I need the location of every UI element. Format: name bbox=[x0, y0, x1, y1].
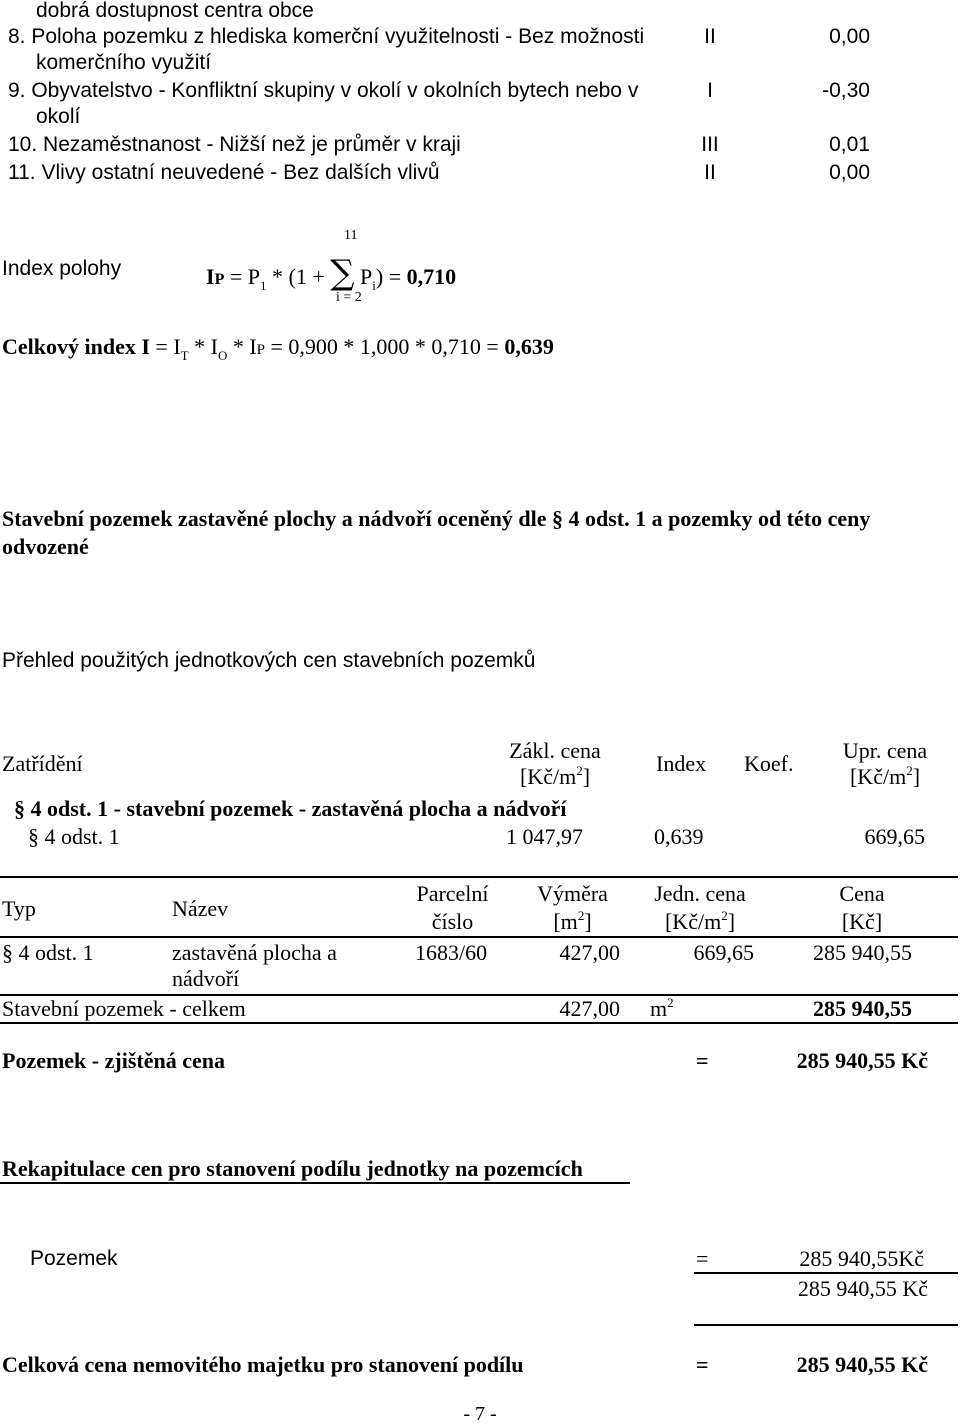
ci-mult2: * I bbox=[232, 334, 257, 359]
section-sign-icon: § bbox=[552, 506, 563, 531]
rekap-subtotal: 285 940,55 Kč bbox=[797, 1276, 928, 1301]
land-h-jed-2 bbox=[640, 909, 760, 938]
col-upr-line1: Upr. cena bbox=[842, 738, 928, 763]
stavebni-heading-b: 4 odst. 1 a pozemky od této ceny bbox=[568, 506, 871, 531]
col-upr-sup: 2 bbox=[906, 763, 913, 778]
prices-row-label bbox=[28, 824, 120, 850]
ci-o-sub: O bbox=[217, 348, 228, 363]
land-table-bottom-rule bbox=[0, 1022, 958, 1024]
factor-8-label: 8. Poloha pozemku z hlediska komerční využitelnosti - Bez možnosti bbox=[8, 25, 645, 48]
land-h-cena-1: Cena bbox=[839, 881, 885, 906]
col-upr-bracket: ] bbox=[912, 764, 921, 789]
col-zakl-line1: Zákl. cena bbox=[509, 738, 601, 763]
factor-9-value: -0,30 bbox=[822, 79, 870, 102]
prices-group-row bbox=[14, 796, 566, 822]
index-polohy-result: 0,710 bbox=[406, 264, 457, 289]
factor-11-level: II bbox=[704, 161, 716, 184]
land-h-vym-2 bbox=[515, 909, 630, 938]
rekapitulace-underline bbox=[0, 1182, 630, 1184]
section-sign-icon: § bbox=[14, 796, 25, 821]
rekap-subtotal-rule bbox=[694, 1324, 958, 1326]
rekap-total-eq: = bbox=[696, 1352, 709, 1377]
col-zatrideni: Zatřídění bbox=[2, 751, 83, 776]
rekap-item-rule bbox=[694, 1272, 958, 1274]
land-h-jed-unit: [Kč/m bbox=[664, 909, 722, 934]
pozemek-result-value: 285 940,55 Kč bbox=[796, 1048, 928, 1073]
rekap-total-value: 285 940,55 Kč bbox=[796, 1352, 928, 1377]
land-h-parc-1: Parcelní bbox=[416, 881, 489, 906]
land-row-cena: 285 940,55 bbox=[813, 940, 912, 965]
land-h-jed-bracket: ] bbox=[727, 909, 736, 934]
land-h-parc-2: číslo bbox=[431, 909, 474, 934]
index-polohy-label: Index polohy bbox=[2, 257, 122, 280]
formula-part2: * (1 + bbox=[272, 264, 325, 289]
land-total-cena: 285 940,55 bbox=[813, 996, 912, 1021]
index-polohy-formula bbox=[206, 253, 457, 293]
celkovy-index-formula bbox=[2, 334, 554, 363]
factor-8-value: 0,00 bbox=[829, 25, 870, 48]
prices-group-label: 4 odst. 1 - stavební pozemek - zastavěná plocha a nádvoří bbox=[30, 796, 567, 821]
ci-mult1: * I bbox=[194, 334, 218, 359]
land-row-vym: 427,00 bbox=[559, 940, 620, 965]
ip-sub: P bbox=[214, 271, 225, 288]
col-upr-unit: [Kč/m bbox=[849, 764, 907, 789]
col-zakl-line2 bbox=[480, 764, 630, 793]
prices-row-upr: 669,65 bbox=[864, 824, 925, 849]
land-total-unit-m: m bbox=[650, 996, 668, 1021]
pi-sub: i bbox=[372, 278, 376, 293]
ip-letter: I bbox=[206, 264, 215, 289]
land-total-vym: 427,00 bbox=[559, 996, 620, 1021]
ci-t-sub: T bbox=[180, 348, 189, 363]
col-koef: Koef. bbox=[744, 751, 794, 776]
sigma-symbol: ∑ bbox=[330, 253, 355, 293]
prices-row-zakl: 1 047,97 bbox=[506, 824, 583, 849]
stavebni-heading-line2: odvozené bbox=[2, 534, 89, 559]
rekap-item-eq: = bbox=[696, 1246, 709, 1271]
land-h-vym-sup: 2 bbox=[577, 908, 585, 923]
land-table-top-rule bbox=[0, 876, 958, 878]
factor-10-label: 10. Nezaměstnanost - Nižší než je průměr v kraji bbox=[8, 133, 461, 156]
col-index: Index bbox=[656, 751, 707, 776]
page-number: - 7 - bbox=[463, 1403, 497, 1425]
land-row-nazev-2: nádvoří bbox=[172, 966, 240, 991]
land-h-typ: Typ bbox=[2, 896, 36, 921]
pozemek-result-eq: = bbox=[696, 1048, 709, 1073]
factor-9-label: 9. Obyvatelstvo - Konfliktní skupiny v okolí v okolních bytech nebo v bbox=[8, 79, 639, 102]
factor-10-level: III bbox=[701, 133, 719, 156]
factor-9-level: I bbox=[707, 79, 713, 102]
land-row-typ bbox=[2, 940, 94, 966]
formula-part4: ) = bbox=[375, 264, 402, 289]
land-row-typ-label: 4 odst. 1 bbox=[18, 940, 94, 965]
land-row-nazev-1: zastavěná plocha a bbox=[172, 940, 337, 965]
col-zakl-bracket: ] bbox=[582, 764, 591, 789]
rekapitulace-title: Rekapitulace cen pro stanovení podílu jednotky na pozemcích bbox=[2, 1156, 583, 1181]
land-total-label: Stavební pozemek - celkem bbox=[2, 996, 246, 1021]
ci-formula: = 0,900 * 1,000 * 0,710 = bbox=[270, 334, 499, 359]
sum-lower-limit: i = 2 bbox=[336, 290, 362, 305]
prices-row-index: 0,639 bbox=[654, 824, 704, 849]
rekap-item-label: Pozemek bbox=[30, 1247, 118, 1270]
ci-eq1: = I bbox=[155, 334, 181, 359]
sum-upper-limit: 11 bbox=[344, 228, 358, 243]
prehled-title: Přehled použitých jednotkových cen stavebních pozemků bbox=[2, 649, 536, 672]
factor-8-level: II bbox=[704, 25, 716, 48]
land-h-jed-1: Jedn. cena bbox=[654, 881, 746, 906]
factor-7-tail: dobrá dostupnost centra obce bbox=[36, 0, 314, 22]
col-upr-line2 bbox=[820, 764, 950, 793]
factor-8-label-cont: komerčního využití bbox=[36, 51, 212, 74]
factor-9-label-cont: okolí bbox=[36, 105, 81, 128]
land-total-unit-sup: 2 bbox=[667, 995, 674, 1010]
pozemek-result-label: Pozemek - zjištěná cena bbox=[2, 1048, 225, 1073]
stavebni-heading-line1 bbox=[2, 506, 870, 532]
ci-p-sub: P bbox=[256, 342, 265, 358]
prices-row-typ: 4 odst. 1 bbox=[44, 824, 120, 849]
celkovy-index-result: 0,639 bbox=[504, 334, 554, 359]
land-h-vym-bracket: ] bbox=[584, 909, 592, 934]
celkovy-index-label: Celkový index I bbox=[2, 334, 150, 359]
land-h-vym-unit: [m bbox=[553, 909, 578, 934]
formula-part1: = P bbox=[229, 264, 260, 289]
factor-11-value: 0,00 bbox=[829, 161, 870, 184]
section-sign-icon: § bbox=[28, 824, 39, 849]
land-h-vym-1: Výměra bbox=[537, 881, 608, 906]
col-zakl-sup: 2 bbox=[576, 763, 583, 778]
section-sign-icon: § bbox=[2, 940, 13, 965]
factor-11-label: 11. Vlivy ostatní neuvedené - Bez dalších vlivů bbox=[8, 161, 440, 184]
land-total-unit bbox=[650, 996, 674, 1025]
land-h-jed-sup: 2 bbox=[721, 908, 728, 923]
land-row-jed: 669,65 bbox=[693, 940, 754, 965]
col-zakl-unit: [Kč/m bbox=[519, 764, 577, 789]
rekap-item-value: 285 940,55Kč bbox=[799, 1246, 924, 1271]
land-h-nazev: Název bbox=[172, 896, 229, 921]
land-h-cena-2: [Kč] bbox=[841, 909, 883, 934]
stavebni-heading-a: Stavební pozemek zastavěné plochy a nádvoří oceněný dle bbox=[2, 506, 547, 531]
formula-part3: P bbox=[360, 264, 373, 289]
land-table-header-rule bbox=[0, 936, 958, 938]
rekap-total-label: Celková cena nemovitého majetku pro stanovení podílu bbox=[2, 1352, 524, 1377]
land-row-parc: 1683/60 bbox=[415, 940, 488, 965]
factor-10-value: 0,01 bbox=[829, 133, 870, 156]
p1-sub: 1 bbox=[260, 278, 267, 293]
